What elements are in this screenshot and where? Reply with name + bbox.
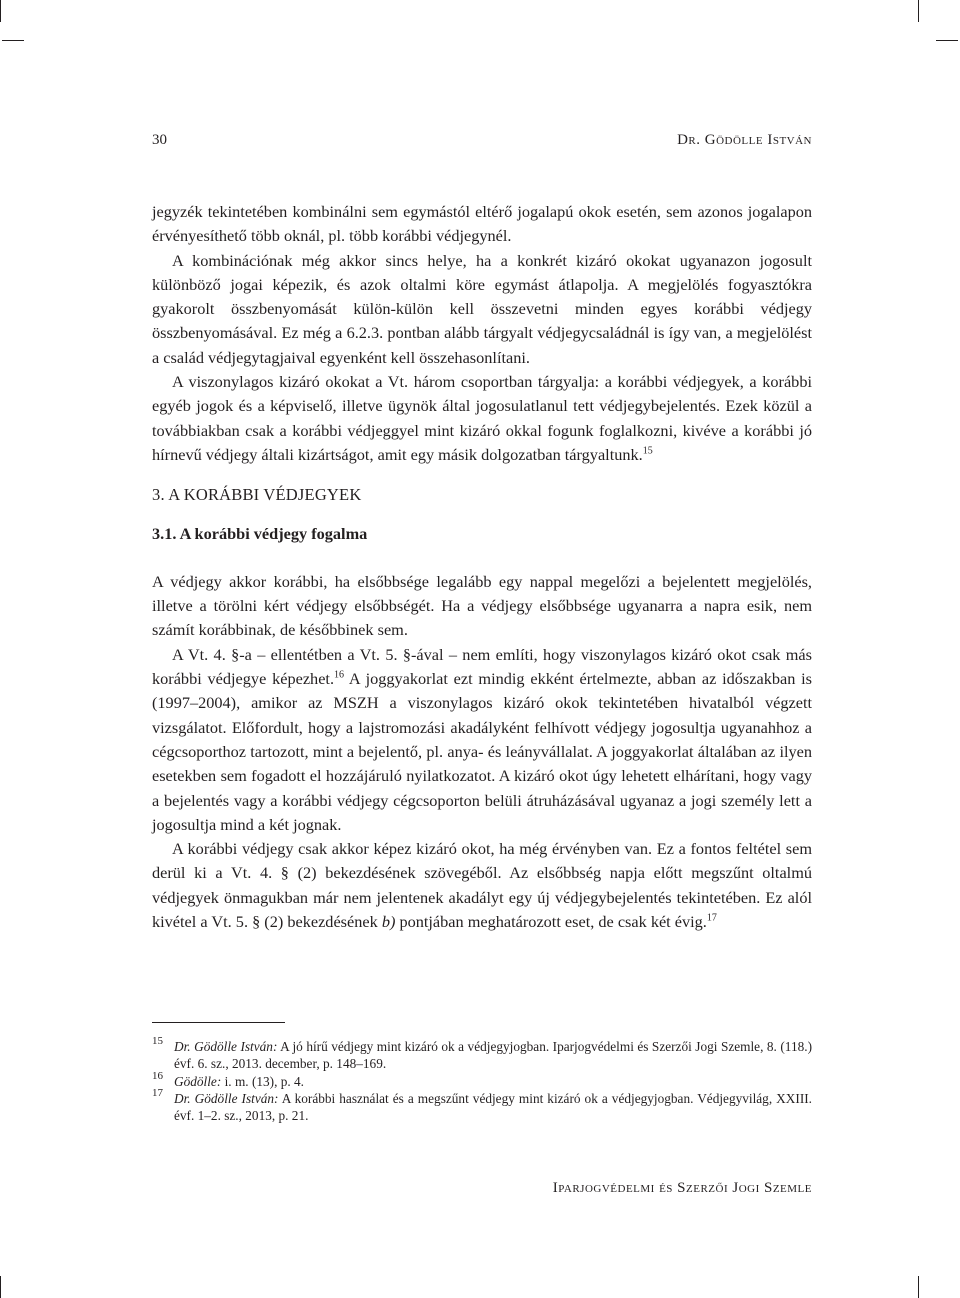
footnote-number: 16 [152,1069,163,1082]
crop-mark [918,1276,919,1298]
running-footer: Iparjogvédelmi és Szerzői Jogi Szemle [552,1180,812,1196]
section-heading: 3. A KORÁBBI VÉDJEGYEK [152,485,362,505]
footnote-ref: 15 [642,445,653,457]
paragraph: jegyzék tekintetében kombinálni sem egymástól eltérő jogalapú okok esetén, sem azonos jogalapon érvényesíthető több oknál, pl. több korábbi védjegynél. [152,202,812,246]
footnote-ref: 16 [334,669,345,681]
italic-text: b) [381,912,396,932]
crop-mark [2,40,24,41]
page-number: 30 [152,132,167,148]
footnote-author: Dr. Gödölle István: [174,1039,278,1054]
crop-mark [0,0,1,22]
paragraph: A kombinációnak még akkor sincs helye, ha a konkrét kizáró okokat ugyanazon jogosult különböző jogai képezik, és azok oltalmi köre egymást átlapolja. A megjelölés fogyasztókra gyakorolt összbenyomását külön-külön kell összevetni minden egyes korábbi védjegy összbenyomásával. Ez még a 6.2.3. pontban alább tárgyalt védjegycsaládnál is így van, a megjelölést a család védjegytagjaival egyenként kell összehasonlítani. [152,250,812,367]
paragraph [152,837,812,934]
subsection-heading: 3.1. A korábbi védjegy fogalma [152,523,368,543]
footnote [152,1035,812,1073]
footnote-number: 17 [152,1086,163,1099]
paragraph [152,370,812,467]
crop-mark [936,40,958,41]
paragraph [152,643,812,837]
footnote [152,1086,812,1125]
paragraph-text: A korábbi védjegy csak akkor képez kizáró okot, ha még érvényben van. Ez a fontos feltétel sem derül ki a Vt. 4. § (2) bekezdésének szövegéből. Az elsőbbség napja előtt megszűnt oltalmú védjegyek önmagukban már nem jelentenek akadályt egy új védjegybejelentés tekintetében. Ez alól kivétel a Vt. 5. § (2) bekezdésének [152,839,812,932]
paragraph-text: A viszonylagos kizáró okokat a Vt. három csoportban tárgyalja: a korábbi védjegyek, a korábbi egyéb jogok és a képviselő, illetve ügynök által jogosulatlanul tett védjegybejelentés. Ezek közül a továbbiakban csak a korábbi védjeggyel mint kizáró okkal fogunk foglalkozni, kivéve a korábbi jó hírnevű védjegy általi kizártságot, amit egy másik dolgozatban tárgyaltunk. [152,372,812,464]
footnote-text: A jó hírű védjegy mint kizáró ok a védjegyjogban. Iparjogvédelmi és Szerzői Jogi Szemle, 8. (118.) évf. 6. sz., 2013. december, p. 148–169. [174,1039,812,1072]
paragraph-text: A Vt. 4. §-a – ellentétben a Vt. 5. §-ával – nem említi, hogy viszonylagos kizáró okot csak más korábbi védjegye képezhet. [152,644,812,689]
paragraph-text: pontjában meghatározott eset, de csak két évig. [395,912,707,932]
footnote-text: i. m. (13), p. 4. [221,1073,305,1089]
footnote-text: A korábbi használat és a megszűnt védjegy mint kizáró ok a védjegyjogban. Védjegyvilág, XXIII. évf. 1–2. sz., 2013, p. 21. [174,1090,812,1124]
main-text [152,200,812,934]
footnote-rule [152,1022,285,1023]
footnote-ref: 17 [706,912,717,924]
footnote-author: Gödölle: [174,1073,222,1089]
crop-mark [0,1276,1,1298]
header-author: Dr. Gödölle István [677,132,812,148]
running-header [152,132,812,152]
paragraph: A védjegy akkor korábbi, ha elsőbbsége legalább egy nappal megelőzi a bejelentett megjelölés, illetve a törölni kért védjegy elsőbbségét. Ha a védjegy elsőbbsége ugyanarra a napra esik, nem számít korábbinak, de későbbinek sem. [152,571,812,640]
footnote-number: 15 [152,1035,163,1047]
footnote [152,1069,812,1090]
footnotes [152,1035,812,1124]
footnote-author: Dr. Gödölle István: [174,1090,279,1106]
crop-mark [918,0,919,22]
paragraph-text: A joggyakorlat ezt mindig ekként értelmezte, abban az időszakban is (1997–2004), amikor az MSZH a viszonylagos kizáró okok tekintetében hivatalból végzett vizsgálatot. Előfordult, hogy a lajstromozási akadályként felhívott védjegy jogosultja ugyanahhoz a cégcsoporthoz tartozott, mint a bejelentő, pl. anya- és leányvállalat. A joggyakorlat általában az ilyen esetekben sem fogadott el hozzájáruló nyilatkozatot. A kizáró okot úgy lehetett elhárítani, hogy vagy a bejelentés vagy a korábbi védjegy cégcsoporton belüli átruházásával ugyanaz a jogi személy lett a jogosultja mind a két jognak. [152,669,813,834]
